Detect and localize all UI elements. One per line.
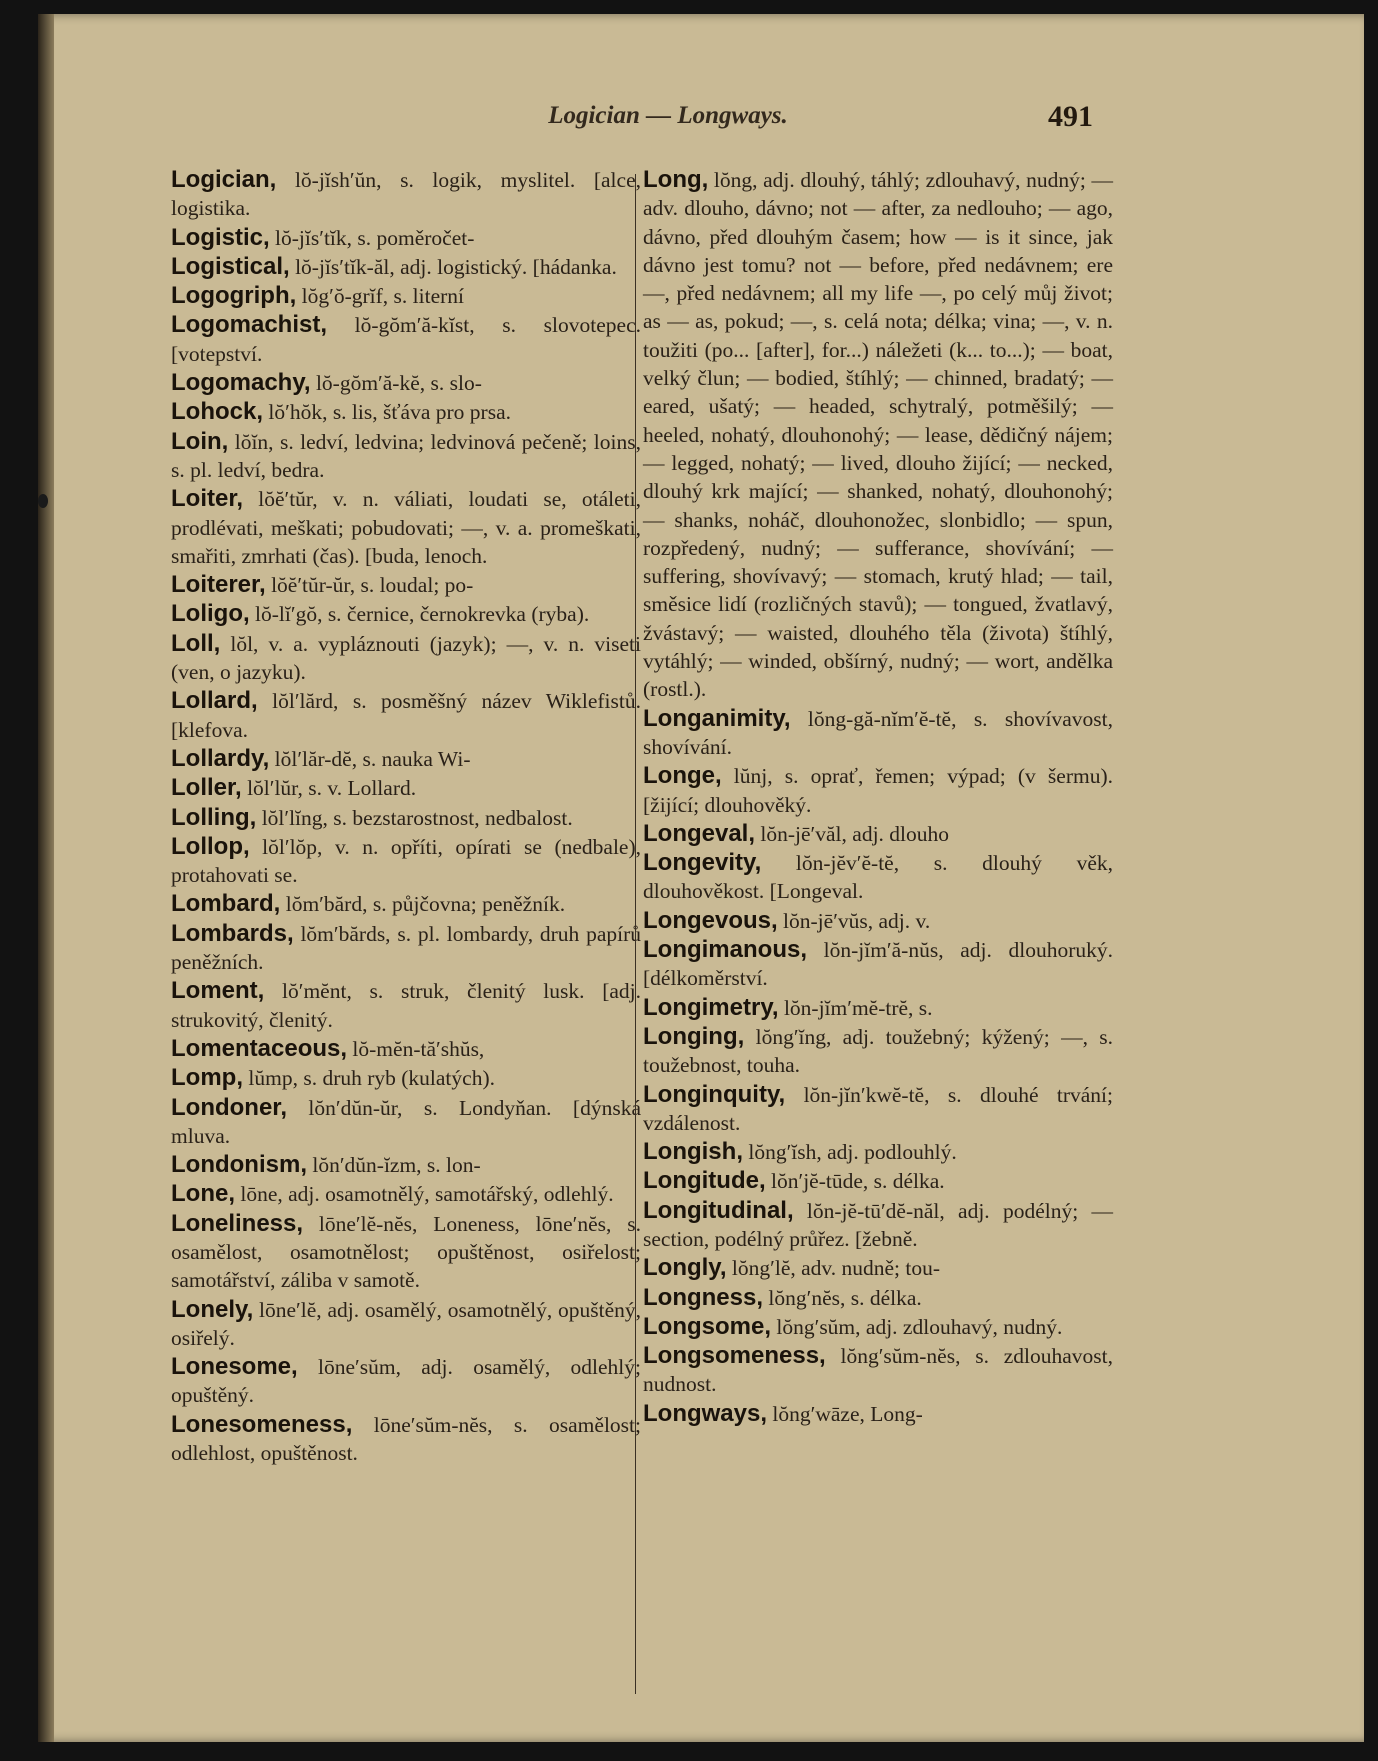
entry-definition: lōne, adj. osamotnělý, samotářský, odlehlý. [235, 1182, 614, 1207]
entry-definition: lŏn-jĭn′kwĕ-tĕ, s. dlouhé trvání; vzdálenost. [643, 1082, 1113, 1135]
entry-definition: lŏ-jĭs′tĭk, s. poměročet- [269, 225, 475, 250]
entry-headword: Longevous, [643, 906, 778, 934]
dictionary-entry [643, 762, 1113, 819]
dictionary-entry [171, 253, 641, 281]
entry-headword: Longitudinal, [643, 1196, 794, 1224]
entry-headword: Lollop, [171, 832, 250, 860]
entry-headword: Lombards, [171, 919, 294, 947]
entry-headword: Lollard, [171, 687, 258, 715]
entry-headword: Londonism, [171, 1151, 307, 1179]
entry-definition: lŏl′lĭng, s. bezstarostnost, nedbalost. [256, 805, 573, 830]
dictionary-entry [171, 369, 641, 397]
entry-definition: lŭmp, s. druh ryb (kulatých). [243, 1066, 495, 1091]
dictionary-entry [643, 1197, 1113, 1254]
entry-headword: Logistical, [171, 252, 290, 280]
dictionary-entry [171, 977, 641, 1034]
ink-blot [38, 494, 48, 508]
entry-definition: lŏl′lŭr, s. v. Lollard. [241, 776, 417, 801]
entry-definition: lŏn-jē′văl, adj. dlouho [755, 821, 950, 846]
entry-headword: Loment, [171, 977, 265, 1005]
dictionary-entry [171, 1296, 641, 1353]
entry-headword: Longeval, [643, 819, 756, 847]
entry-definition: lŏ-gŏm′ă-kĕ, s. slo- [310, 371, 482, 396]
entry-headword: Londoner, [171, 1093, 287, 1121]
entry-headword: Logician, [171, 166, 277, 193]
entry-definition: lŏn-jĕv′ĕ-tĕ, s. dlouhý věk, dlouhověkost. [Longeval. [643, 851, 1113, 904]
entry-definition: lŏ-jĭsh′ŭn, s. logik, myslitel. [alce, logistika. [171, 168, 641, 221]
entry-definition: lŏ′hŏk, s. lis, šťáva pro prsa. [263, 400, 511, 425]
entry-definition: lŏng′ĭng, adj. toužebný; kýžený; —, s. toužebnost, touha. [643, 1024, 1113, 1078]
entry-definition: lŏn′jĕ-tūde, s. délka. [765, 1169, 945, 1194]
entry-headword: Loligo, [171, 600, 250, 628]
dictionary-entry [171, 890, 641, 918]
entry-headword: Lonesome, [171, 1353, 298, 1381]
dictionary-entry [643, 1254, 1113, 1282]
dictionary-entry [643, 705, 1113, 762]
entry-headword: Lonesomeness, [171, 1410, 353, 1438]
column-divider [635, 174, 636, 1694]
entry-definition: lŏ-lĭ′gŏ, s. černice, černokrevka (ryba). [249, 602, 590, 627]
entry-headword: Logistic, [171, 223, 270, 251]
entry-definition: lŏn′dŭn-ĭzm, s. lon- [306, 1153, 481, 1178]
dictionary-entry [171, 485, 641, 570]
entry-definition: lŏ-mĕn-tă′shŭs, [347, 1036, 485, 1061]
left-column [171, 166, 641, 1468]
entry-definition: lŏg′ŏ-grĭf, s. literní [296, 284, 465, 309]
entry-headword: Longimetry, [643, 993, 779, 1021]
dictionary-page [38, 14, 1364, 1742]
entry-headword: Lohock, [171, 398, 264, 426]
entry-headword: Loneliness, [171, 1209, 304, 1237]
dictionary-entry [171, 311, 641, 368]
running-head: Logician — Longways. [548, 102, 788, 129]
dictionary-entry [643, 1284, 1113, 1312]
entry-definition: lŏ-jĭs′tĭk-ăl, adj. logistický. [hádanka. [289, 254, 617, 279]
entry-headword: Lolling, [171, 803, 257, 831]
dictionary-entry [171, 687, 641, 744]
dictionary-entry [643, 1342, 1113, 1399]
entry-definition: lŏl′lăr-dĕ, s. nauka Wi- [269, 746, 471, 771]
dictionary-entry [171, 1035, 641, 1063]
entry-definition: lŏm′bărds, s. pl. lombardy, druh papírů peněžních. [171, 921, 641, 975]
entry-headword: Longing, [643, 1022, 745, 1050]
dictionary-entry [171, 774, 641, 802]
entry-headword: Loiterer, [171, 571, 266, 599]
entry-headword: Longways, [643, 1399, 768, 1427]
dictionary-entry [171, 1064, 641, 1092]
entry-definition: lŭnj, s. oprať, řemen; výpad; (v šermu). [žijící; dlouhověký. [643, 764, 1113, 817]
dictionary-entry [171, 166, 641, 223]
entry-definition: lŏng′nĕs, s. délka. [763, 1285, 922, 1310]
dictionary-entry [171, 804, 641, 832]
dictionary-entry [171, 745, 641, 773]
entry-definition: lŏm′bărd, s. půjčovna; peněžník. [280, 892, 566, 917]
entry-headword: Lone, [171, 1180, 235, 1208]
entry-headword: Longimanous, [643, 936, 807, 964]
entry-headword: Longe, [643, 762, 722, 790]
dictionary-entry [643, 936, 1113, 993]
entry-definition: lŏ-gŏm′ă-kĭst, s. slovotepec. [votepství. [171, 313, 641, 366]
entry-headword: Lombard, [171, 890, 281, 918]
entry-definition: lŏ′mĕnt, s. struk, členitý lusk. [adj. strukovitý, členitý. [171, 979, 641, 1032]
dictionary-entry [643, 849, 1113, 906]
entry-definition: lŏng′ĭsh, adj. podlouhlý. [742, 1140, 957, 1165]
dictionary-entry [643, 820, 1113, 848]
dictionary-entry [171, 398, 641, 426]
dictionary-entry [171, 1353, 641, 1410]
page-number: 491 [1048, 100, 1093, 133]
entry-definition: lŏng-gă-nĭm′ĕ-tĕ, s. shovívavost, shovívání. [643, 706, 1113, 759]
entry-definition: lŏng′lĕ, adv. nudně; tou- [726, 1256, 941, 1281]
dictionary-entry [643, 1081, 1113, 1138]
entry-headword: Longly, [643, 1254, 727, 1282]
entry-definition: lŏng′sŭm-nĕs, s. zdlouhavost, nudnost. [643, 1344, 1113, 1397]
entry-definition: lŏng′wāze, Long- [767, 1401, 923, 1426]
entry-headword: Longitude, [643, 1167, 766, 1195]
entry-headword: Longsomeness, [643, 1342, 826, 1370]
entry-headword: Longish, [643, 1138, 743, 1166]
entry-headword: Longanimity, [643, 704, 791, 732]
entry-definition: lōne′lĕ, adj. osamělý, osamotnělý, opuštěný, osiřelý. [171, 1297, 641, 1350]
dictionary-entry [171, 282, 641, 310]
dictionary-entry [171, 1180, 641, 1208]
entry-definition: lōne′sŭm, adj. osamělý, odlehlý; opuštěný. [171, 1355, 641, 1408]
right-column [643, 166, 1113, 1429]
entry-headword: Loin, [171, 427, 229, 455]
dictionary-entry [643, 1313, 1113, 1341]
entry-headword: Longevity, [643, 849, 762, 877]
dictionary-entry [643, 1167, 1113, 1195]
entry-headword: Lollardy, [171, 744, 270, 772]
dictionary-entry [643, 1400, 1113, 1428]
entry-headword: Loll, [171, 629, 221, 657]
dictionary-entry [171, 630, 641, 687]
dictionary-entry [171, 1151, 641, 1179]
entry-definition: lŏl, v. a. vypláznouti (jazyk); —, v. n. viseti (ven, o jazyku). [171, 631, 641, 685]
entry-definition: lŏng, adj. dlouhý, táhlý; zdlouhavý, nudný; — adv. dlouho, dávno; not — after, za nedlouho; — ago, dávno, před dlouhým časem; how — is it since, jak dávno jest tomu? not — before, před nedávnem; ere —, před nedávnem; all my life —, po celý můj život; as — as, pokud; —, s. celá nota; délka; vina; —, v. n. toužiti (po... [after], for...) náležeti (k... to...); — boat, velký člun; — bodied, štíhlý; — chinned, bradatý; — eared, ušatý; — headed, schytralý, potměšilý; — heeled, nohatý, dlouhonohý; — lease, dědičný nájem; — legged, nohatý; — lived, dlouho žijící; — necked, dlouhý krk mající; — shanked, nohatý, dlouhonohý; — shanks, noháč, dlouhonožec, slonbidlo; — spun, rozpředený, nudný; — sufferance, shovívání; — suffering, shovívavý; — stomach, krutý hlad; — tail, směsice lidí (rozličných stavů); — tongued, žvatlavý, žvástavý; — waisted, dlouhého těla (života) štíhlý, vytáhlý; — winded, obšírný, nudný; — wort, andělka (rostl.). [643, 168, 1113, 702]
entry-definition: lŏl′lŏp, v. n. opříti, opírati se (nedbale), protahovati se. [171, 834, 641, 888]
entry-definition: lŏng′sŭm, adj. zdlouhavý, nudný. [771, 1314, 1063, 1339]
entry-definition: lŏn-jĕ-tū′dĕ-năl, adj. podélný; — section, podélný průřez. [žebně. [643, 1198, 1113, 1251]
entry-headword: Longness, [643, 1283, 764, 1311]
entry-headword: Longinquity, [643, 1080, 786, 1108]
dictionary-entry [171, 1210, 641, 1295]
dictionary-entry [643, 1138, 1113, 1166]
dictionary-entry [171, 833, 641, 890]
dictionary-entry [171, 224, 641, 252]
dictionary-entry [643, 907, 1113, 935]
dictionary-entry [171, 571, 641, 599]
entry-definition: lŏn-jĭm′mĕ-trĕ, s. [778, 995, 933, 1020]
entry-definition: lŏl′lărd, s. posměšný název Wiklefistů. [klefova. [171, 689, 641, 742]
dictionary-entry [643, 1023, 1113, 1080]
entry-headword: Lonely, [171, 1295, 254, 1323]
book-spine [38, 14, 54, 1742]
entry-headword: Logomachy, [171, 369, 311, 397]
entry-definition: lōne′sŭm-nĕs, s. osamělost; odlehlost, opuštěnost. [171, 1412, 641, 1466]
entry-definition: lōne′lĕ-nĕs, Loneness, lōne′nĕs, s. osamělost, osamotnělost; opuštěnost, osiřelost; samotářství, záliba v samotě. [171, 1211, 641, 1293]
dictionary-entry [171, 1094, 641, 1151]
entry-headword: Lomp, [171, 1064, 243, 1092]
dictionary-entry [171, 1411, 641, 1468]
entry-headword: Loller, [171, 774, 242, 802]
entry-headword: Long, [643, 166, 709, 193]
dictionary-entry [171, 920, 641, 977]
entry-headword: Lomentaceous, [171, 1034, 348, 1062]
dictionary-entry [171, 600, 641, 628]
entry-definition: lŏn′dŭn-ŭr, s. Londyňan. [dýnská mluva. [171, 1095, 641, 1148]
dictionary-entry [643, 994, 1113, 1022]
dictionary-entry [171, 428, 641, 485]
entry-definition: lŏn-jē′vŭs, adj. v. [777, 908, 931, 933]
entry-definition: lŏĭn, s. ledví, ledvina; ledvinová pečeně; loins, s. pl. ledví, bedra. [171, 429, 641, 482]
entry-headword: Logomachist, [171, 311, 328, 339]
entry-headword: Logogriph, [171, 282, 297, 310]
entry-headword: Longsome, [643, 1312, 772, 1340]
dictionary-entry [643, 166, 1113, 704]
entry-definition: lŏn-jĭm′ă-nŭs, adj. dlouhoruký. [délkoměrství. [643, 938, 1113, 991]
entry-definition: lŏĕ′tŭr-ŭr, s. loudal; po- [265, 573, 474, 598]
entry-headword: Loiter, [171, 485, 244, 513]
entry-definition: lŏĕ′tŭr, v. n. váliati, loudati se, otáleti, prodlévati, meškati; pobudovati; —, v. a. promeškati, smařiti, zmrhati (čas). [buda, lenoch. [171, 487, 641, 568]
